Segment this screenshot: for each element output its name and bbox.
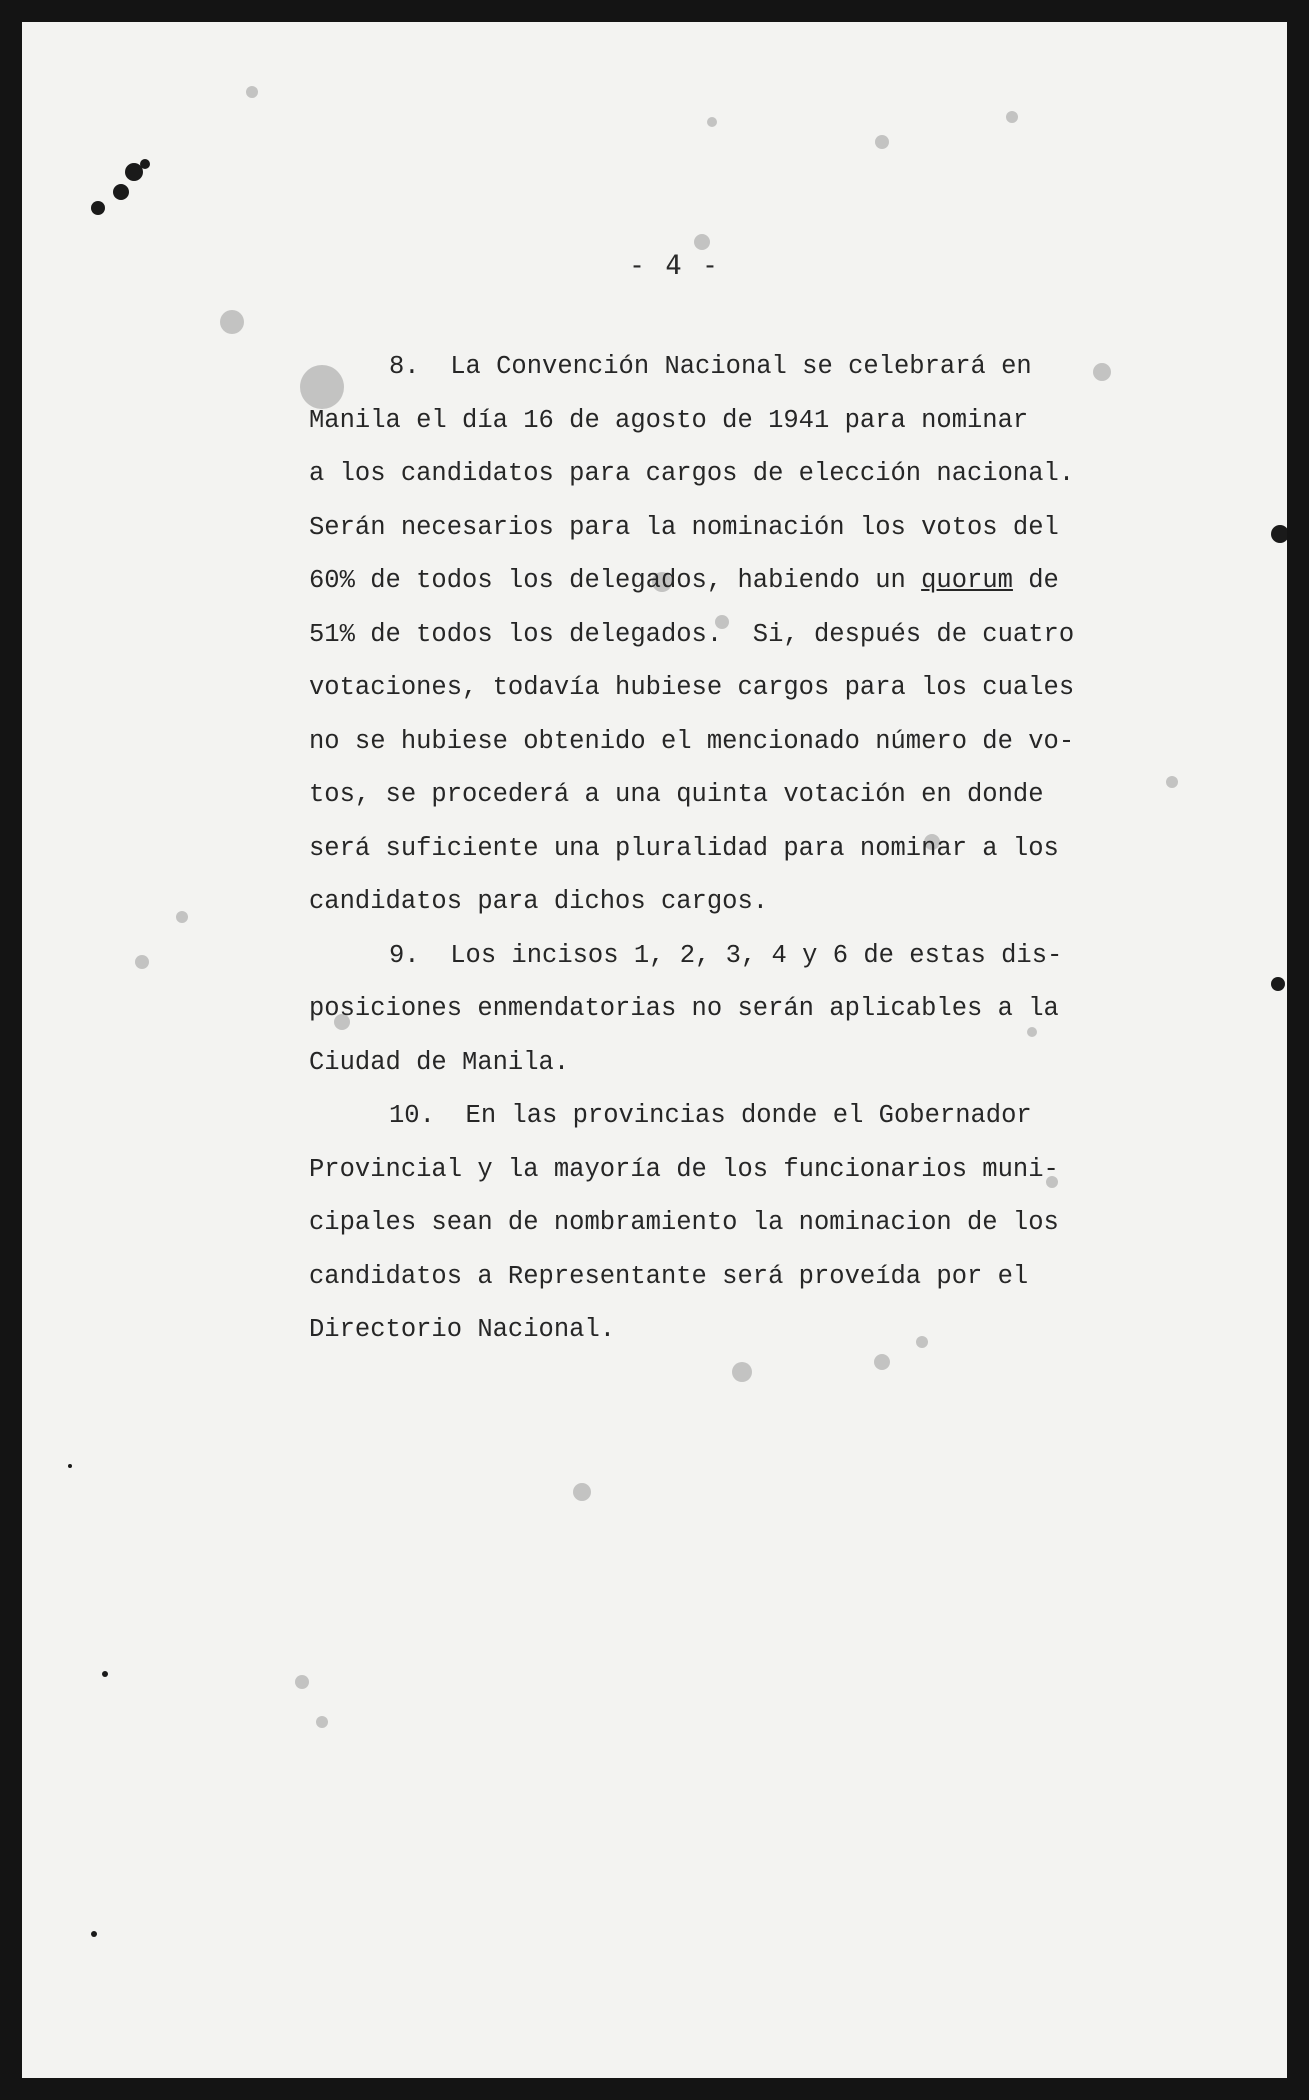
- text-segment: de: [1012, 566, 1059, 595]
- text-line: cipales sean de nombramiento la nominacion de los: [309, 1208, 1059, 1237]
- text-line: Ciudad de Manila.: [309, 1047, 570, 1077]
- document-page: [22, 22, 1287, 2078]
- paragraph-para-10: [309, 1089, 1139, 1357]
- text-line: Directorio Nacional.: [309, 1315, 616, 1344]
- text-line: 9. Los incisos 1, 2, 3, 4 y 6 de estas dis-: [389, 940, 1063, 970]
- text-segment: 60% de todos los delegados, habiendo un: [309, 566, 922, 595]
- text-line: Manila el día 16 de agosto de 1941 para nominar: [309, 405, 1029, 435]
- text-line: no se hubiese obtenido el mencionado número de vo-: [309, 726, 1075, 756]
- text-line: posiciones enmendatorias no serán aplicables a la: [309, 994, 1059, 1023]
- text-line: 10. En las provincias donde el Gobernador: [389, 1101, 1032, 1130]
- text-line: 51% de todos los delegados. Si, después de cuatro: [309, 619, 1075, 649]
- text-line: a los candidatos para cargos de elección nacional.: [309, 459, 1075, 488]
- paragraph-para-9: [309, 929, 1139, 1090]
- text-line: candidatos a Representante será proveída por el: [309, 1261, 1029, 1291]
- document-body: [309, 340, 1139, 1357]
- text-line: tos, se procederá a una quinta votación en donde: [309, 780, 1044, 809]
- text-line: [309, 554, 1139, 608]
- text-line: será suficiente una pluralidad para nominar a los: [309, 833, 1059, 863]
- text-line: Serán necesarios para la nominación los votos del: [309, 512, 1059, 542]
- text-line: 8. La Convención Nacional se celebrará en: [389, 352, 1032, 381]
- text-line: Provincial y la mayoría de los funcionarios muni-: [309, 1154, 1059, 1184]
- page-number: - 4 -: [628, 250, 721, 281]
- text-line: candidatos para dichos cargos.: [309, 887, 769, 916]
- underlined-term: quorum: [921, 566, 1013, 595]
- paragraph-para-8: [309, 340, 1139, 929]
- text-line: votaciones, todavía hubiese cargos para los cuales: [309, 673, 1075, 702]
